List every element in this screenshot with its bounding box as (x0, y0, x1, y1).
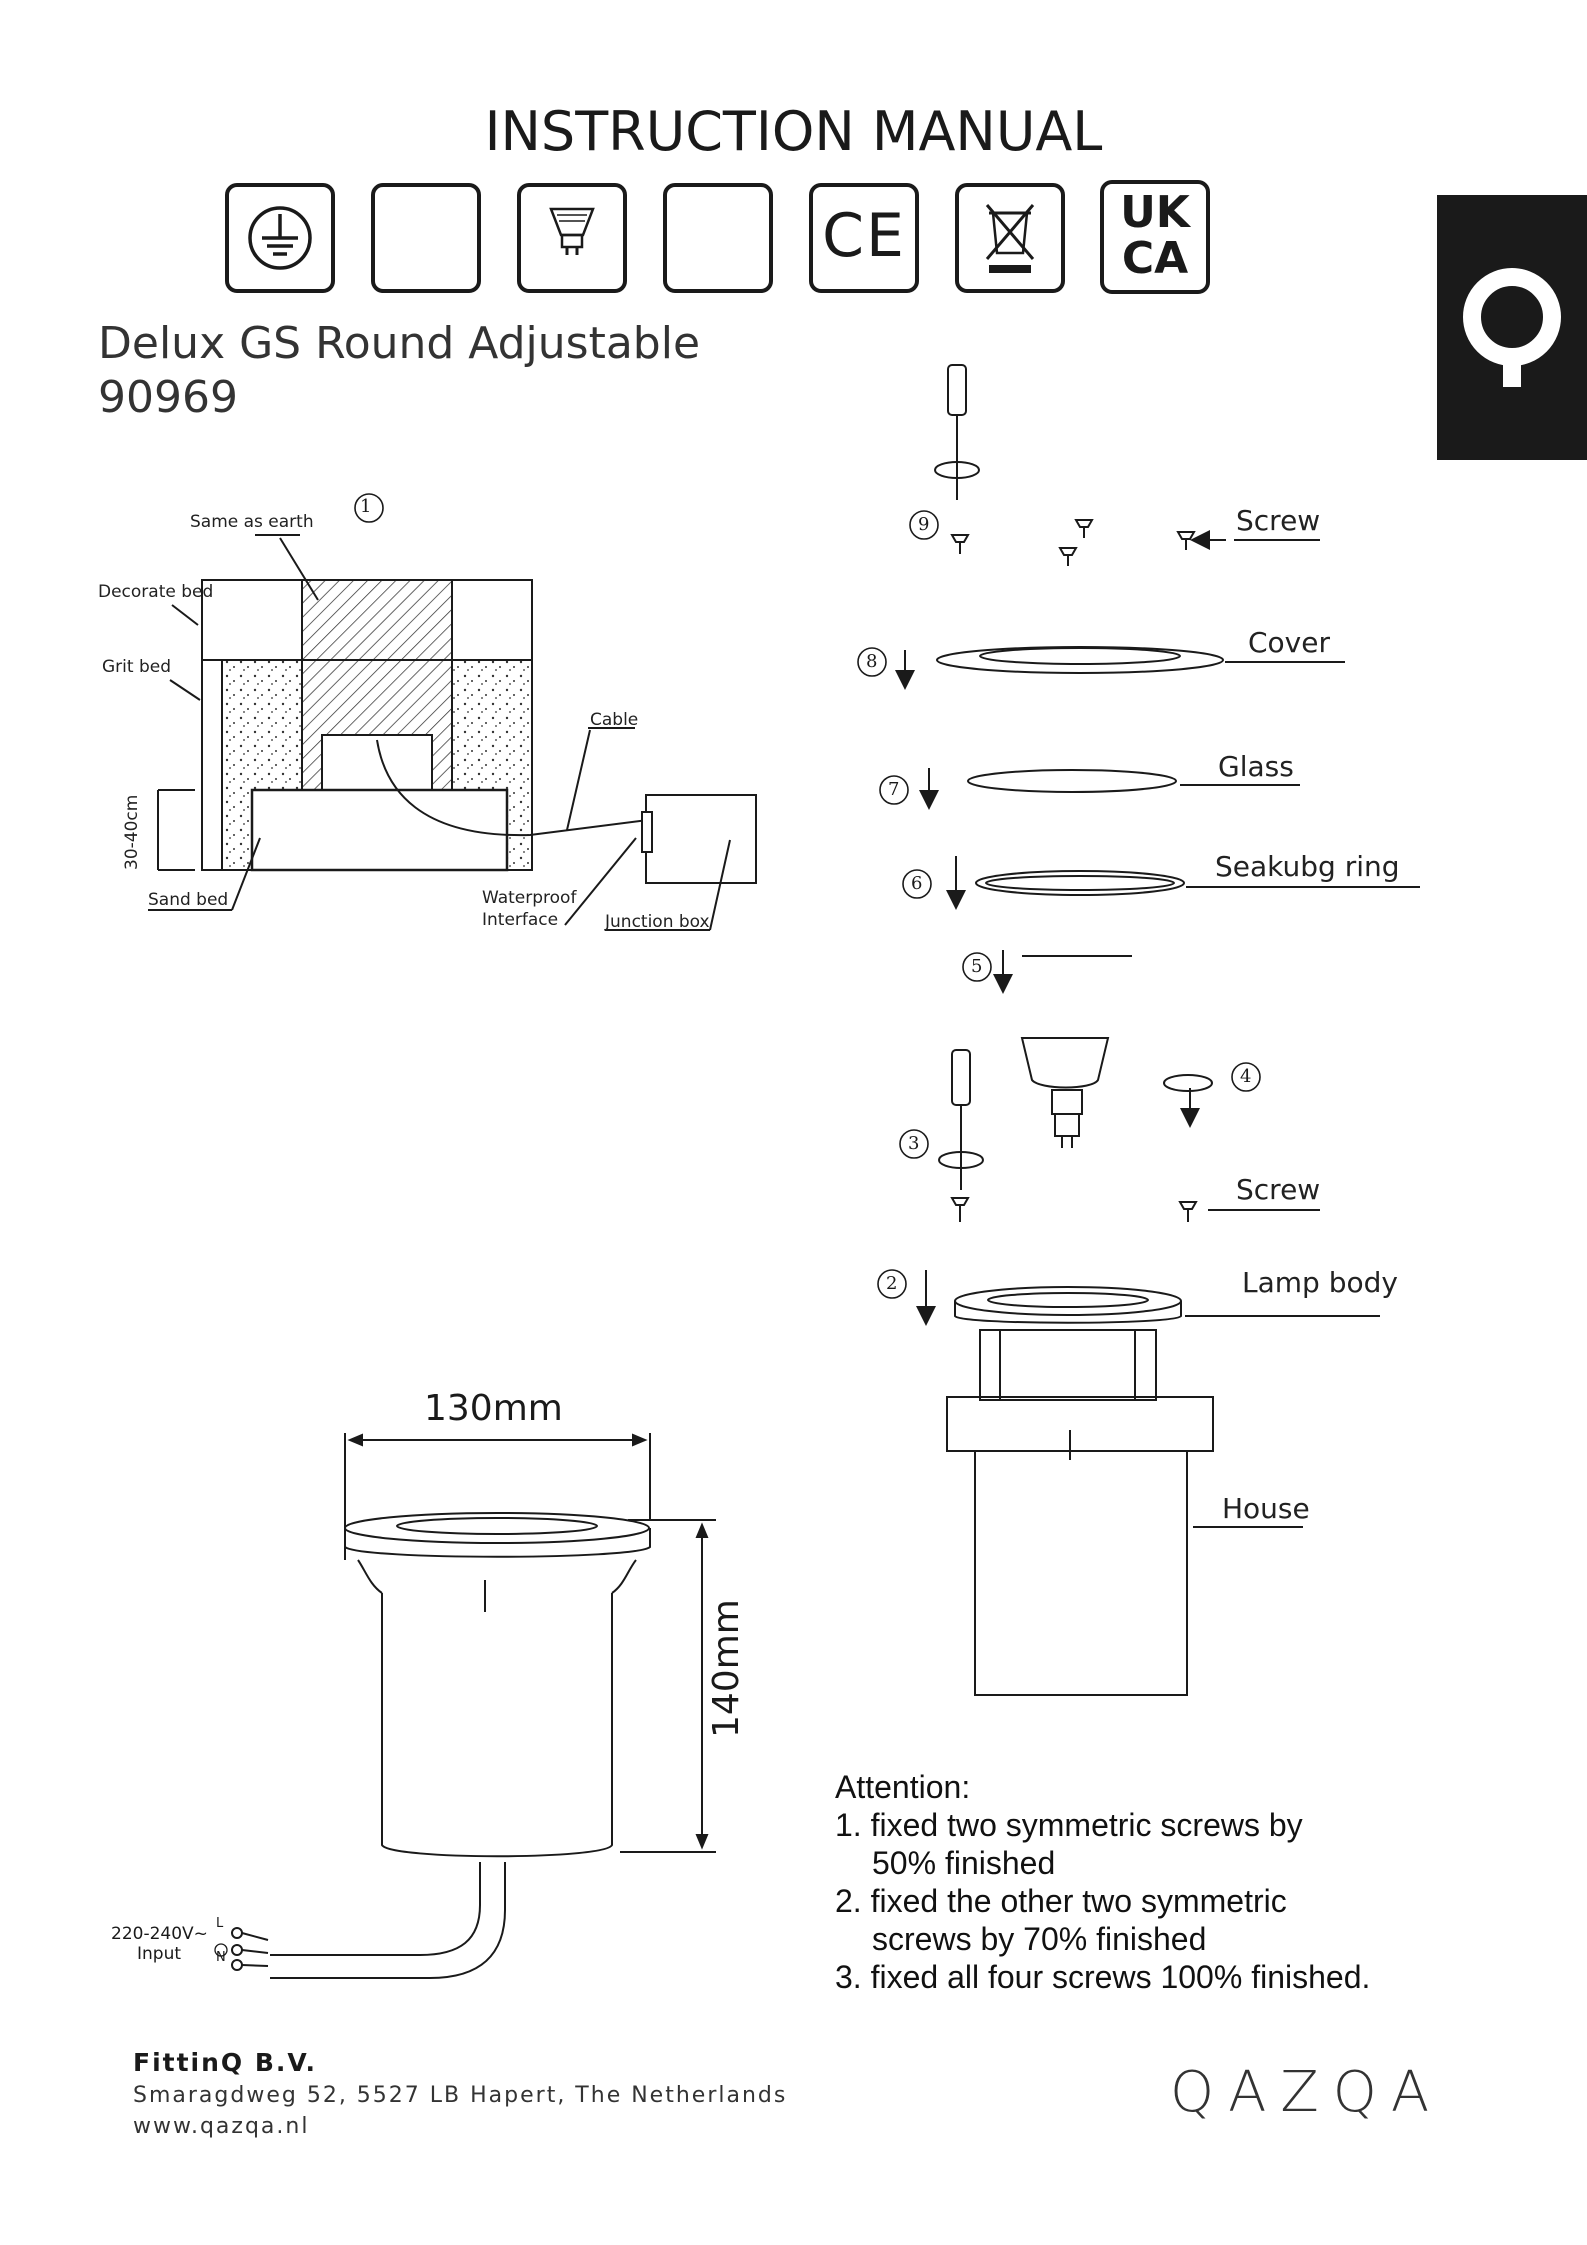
step-number-4: 4 (1240, 1066, 1252, 1087)
label-junction-box: Junction box (605, 912, 710, 932)
ukca-line-1: UK (1120, 187, 1190, 238)
step-number-8: 8 (866, 651, 878, 672)
label-sand-bed: Sand bed (148, 890, 229, 910)
company-address: Smaragdweg 52, 5527 LB Hapert, The Netherlands (133, 2083, 788, 2108)
product-name: Delux GS Round Adjustable (98, 318, 701, 369)
wire-label-l: L (216, 1916, 224, 1931)
step-number-6: 6 (911, 873, 923, 894)
label-screw-mid: Screw (1236, 1173, 1321, 1206)
attention-line-2: 50% finished (872, 1845, 1056, 1881)
step-number-3: 3 (908, 1133, 920, 1154)
attention-line-1: 1. fixed two symmetric screws by (835, 1807, 1303, 1843)
installation-diagram (148, 535, 756, 930)
ce-mark-text: CE (822, 201, 906, 271)
input-label: Input (137, 1944, 182, 1964)
attention-line-4: screws by 70% finished (872, 1921, 1207, 1957)
label-house: House (1222, 1492, 1310, 1525)
product-code: 90969 (98, 372, 238, 423)
label-lamp-body: Lamp body (1242, 1266, 1398, 1299)
wire-label-n: N (216, 1950, 226, 1965)
label-cover: Cover (1248, 626, 1330, 659)
dimension-width: 130mm (424, 1388, 563, 1429)
label-screw-top: Screw (1236, 504, 1321, 537)
label-cable: Cable (590, 710, 639, 730)
attention-line-3: 2. fixed the other two symmetric (835, 1883, 1287, 1919)
input-voltage: 220-240V~ (111, 1924, 208, 1944)
ukca-line-2: CA (1121, 233, 1189, 284)
label-depth: 30-40cm (122, 794, 142, 870)
dimension-height: 140mm (706, 1599, 747, 1738)
exploded-view (905, 365, 1420, 1695)
company-website: www.qazqa.nl (133, 2114, 310, 2139)
step-number-1: 1 (360, 496, 372, 517)
label-grit-bed: Grit bed (102, 657, 171, 677)
attention-line-5: 3. fixed all four screws 100% finished. (835, 1959, 1371, 1995)
step-number-9: 9 (918, 514, 930, 535)
brand-wordmark: QAZQA (1170, 2060, 1444, 2125)
dimension-drawing (215, 1433, 716, 1978)
label-interface: Interface (482, 910, 559, 930)
step-number-2: 2 (886, 1273, 898, 1294)
company-name: FittinQ B.V. (133, 2048, 318, 2077)
step-number-7: 7 (888, 779, 900, 800)
label-waterproof: Waterproof (482, 888, 577, 908)
label-glass: Glass (1218, 750, 1294, 783)
step-number-5: 5 (971, 956, 983, 977)
attention-heading: Attention: (835, 1769, 971, 1805)
label-same-as-earth: Same as earth (190, 512, 314, 532)
label-sealing-ring: Seakubg ring (1215, 850, 1400, 883)
label-decorate-bed: Decorate bed (98, 582, 214, 602)
page-title: INSTRUCTION MANUAL (484, 100, 1103, 163)
